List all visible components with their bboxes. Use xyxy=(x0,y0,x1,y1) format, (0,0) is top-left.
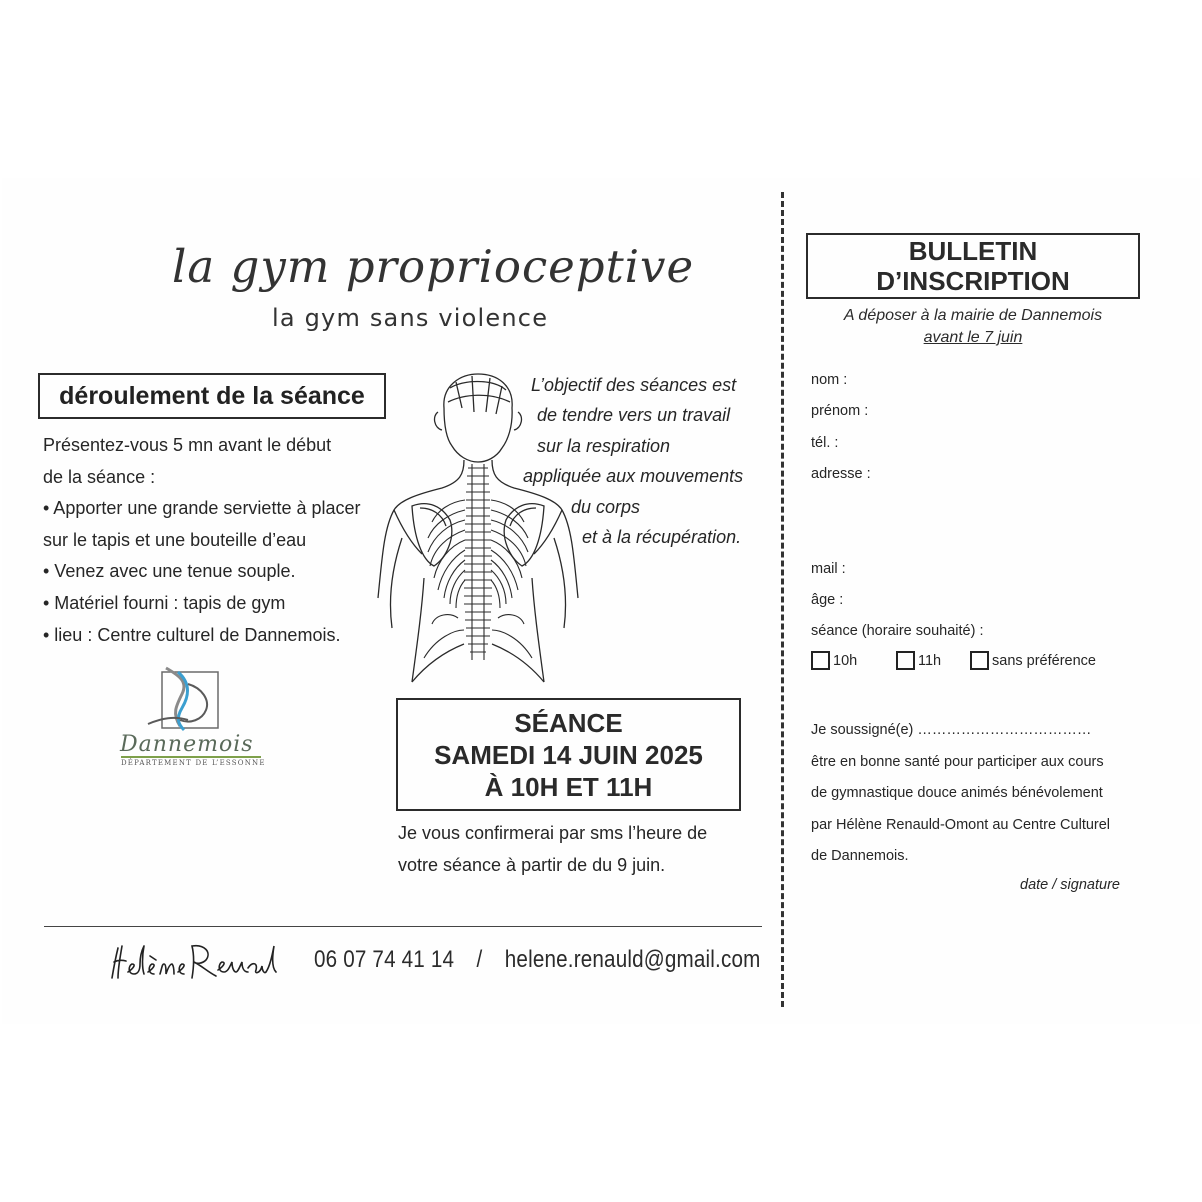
seance-label: SÉANCE xyxy=(514,707,623,738)
option-label: 11h xyxy=(918,653,942,669)
objective-line: de tendre vers un travail xyxy=(537,405,731,426)
objective-line: sur la respiration xyxy=(537,435,671,456)
objective-line: appliquée aux mouvements xyxy=(523,466,744,487)
logo-name: Dannemois xyxy=(120,732,254,757)
prenom-field[interactable]: prénom : xyxy=(811,403,869,419)
step-line: sur le tapis et une bouteille d’eau xyxy=(43,529,307,550)
logo-subtitle: DÉPARTEMENT DE L’ESSONNE xyxy=(121,759,266,767)
deroulement-steps xyxy=(43,430,383,651)
adresse-field[interactable]: adresse : xyxy=(811,466,871,482)
mail-field[interactable]: mail : xyxy=(811,561,846,577)
footer-divider xyxy=(44,926,762,927)
step-line: de la séance : xyxy=(43,466,156,487)
health-attestation xyxy=(811,720,1110,878)
age-field[interactable]: âge : xyxy=(811,592,844,608)
checkbox-square[interactable] xyxy=(970,651,989,670)
attestation-line: de Dannemois. xyxy=(811,848,909,864)
bulletin-title-box xyxy=(806,233,1140,299)
attestation-line[interactable]: Je soussigné(e) ……………………………… xyxy=(811,722,1092,738)
deposit-deadline: avant le 7 juin xyxy=(923,329,1023,346)
checkbox-square[interactable] xyxy=(811,651,830,670)
step-line: • lieu : Centre culturel de Dannemois. xyxy=(43,624,341,645)
step-line: • Matériel fourni : tapis de gym xyxy=(43,592,286,613)
contact-line xyxy=(314,946,760,974)
attestation-line: par Hélène Renauld-Omont au Centre Culturel xyxy=(811,816,1111,833)
objective-line: L’objectif des séances est xyxy=(531,375,737,395)
seance-date: SAMEDI 14 JUIN 2025 xyxy=(434,739,703,770)
deposit-instructions xyxy=(806,305,1140,349)
flyer-title: la gym proprioceptive xyxy=(172,240,695,293)
objective-line: et à la récupération. xyxy=(582,526,742,547)
confirmation-line: Je vous confirmerai par sms l’heure de xyxy=(398,823,708,843)
flyer-subtitle: la gym sans violence xyxy=(272,304,549,332)
tel-field[interactable]: tél. : xyxy=(811,435,839,451)
attestation-line: être en bonne santé pour participer aux cours xyxy=(811,753,1104,770)
contact-separator: / xyxy=(476,946,483,973)
objective-line: du corps xyxy=(571,496,641,517)
bulletin-title-line2: D’INSCRIPTION xyxy=(876,266,1070,296)
deposit-location: A déposer à la mairie de Dannemois xyxy=(843,307,1103,324)
step-line: • Venez avec une tenue souple. xyxy=(43,561,296,582)
option-11h-checkbox[interactable] xyxy=(896,651,941,670)
nom-field[interactable]: nom : xyxy=(811,372,848,388)
seance-hours: À 10H ET 11H xyxy=(484,771,653,802)
seance-date-box xyxy=(396,698,741,811)
step-line: • Apporter une grande serviette à placer xyxy=(43,498,361,519)
deroulement-heading-box xyxy=(38,373,386,419)
option-label: 10h xyxy=(833,653,858,669)
tear-off-cut-line xyxy=(781,192,784,1007)
deroulement-heading: déroulement de la séance xyxy=(59,381,365,410)
date-signature-label[interactable]: date / signature xyxy=(1020,877,1120,893)
option-sans-preference-checkbox[interactable] xyxy=(970,651,1096,670)
handwritten-signature xyxy=(108,942,283,984)
bulletin-title-line1: BULLETIN xyxy=(908,236,1038,266)
confirmation-line: votre séance à partir de du 9 juin. xyxy=(398,854,666,875)
option-10h-checkbox[interactable] xyxy=(811,651,857,670)
seance-preference-label: séance (horaire souhaité) : xyxy=(811,623,984,639)
step-line: Présentez-vous 5 mn avant le début xyxy=(43,435,332,455)
option-label: sans préférence xyxy=(992,653,1096,669)
objective-text xyxy=(515,370,765,552)
dannemois-logo xyxy=(118,664,268,774)
phone-number[interactable]: 06 07 74 41 14 xyxy=(314,946,455,973)
checkbox-square[interactable] xyxy=(896,651,915,670)
email-address[interactable]: helene.renauld@gmail.com xyxy=(504,946,761,973)
confirmation-text xyxy=(398,818,707,881)
attestation-line: de gymnastique douce animés bénévolement xyxy=(811,785,1103,801)
